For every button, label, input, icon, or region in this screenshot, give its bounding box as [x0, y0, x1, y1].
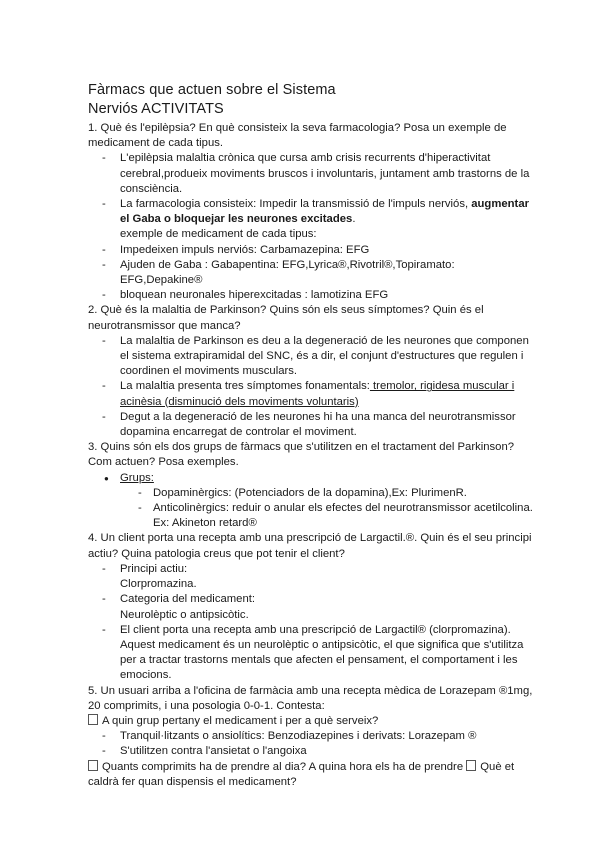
sub-question-1: A quin grup pertany el medicament i per a què serveix? [88, 714, 538, 729]
question-2: 2. Què és la malaltia de Parkinson? Quins són els seus símptomes? Quin és el neurotransmissor que manca? [88, 304, 484, 332]
list-item: - Degut a la degeneració de les neurones hi ha una manca del neurotransmissor dopamina encarregat de controlar el moviment. [102, 410, 516, 439]
page-title-line-2: Nerviós ACTIVITATS [88, 101, 224, 117]
list-item: - Impedeixen impuls nerviós: Carbamazepina: EFG [102, 243, 370, 256]
bold-text: augmentar el Gaba o bloquejar les neurones excitades [120, 198, 530, 226]
sub-question-2-3: Quants comprimits ha de prendre al dia? A quina hora els ha de prendre Què et caldrà fer quan dispensis el medicament? [88, 760, 515, 788]
list-item: - Principi actiu: [102, 562, 188, 575]
list-item: - La farmacologia consisteix: Impedir la transmissió de l'impuls nerviós, augmentar el Gaba o bloquejar les neurones excitades. [102, 198, 530, 226]
list-item: - bloquean neuronales hiperexcitadas : lamotizina EFG [102, 289, 389, 302]
answer-list-5 [88, 729, 538, 759]
document-body [88, 121, 538, 790]
list-item: - Ajuden de Gaba : Gabapentina: EFG,Lyrica®,Rivotril®,Topiramato: EFG,Depakine® [102, 258, 455, 287]
list-item: - Tranquil·litzants o ansiolítics: Benzodiazepines i derivats: Lorazepam ® [102, 730, 477, 743]
question-3: 3. Quins són els dos grups de fàrmacs que s'utilitzen en el tractament del Parkinson? Com actuen? Posa exemples. [88, 441, 515, 469]
checkbox-icon [88, 760, 98, 771]
page-title-line-1: Fàrmacs que actuen sobre el Sistema [88, 82, 336, 98]
underlined-symptoms: tremolor, rigidesa muscular i acinèsia (disminució dels moviments voluntaris) [120, 380, 515, 408]
answer-list-1 [88, 151, 538, 303]
list-item: - El client porta una recepta amb una prescripció de Largactil® (clorpromazina). Aquest medicament és un neurolèptic o antipsicòtic, el que significa que s'utilitza per a tractar trastorns mentals que afecten el pensament, el comportament i les emocions. [102, 623, 524, 682]
list-item: - Dopaminèrgics: (Potenciadors de la dopamina),Ex: PlurimenR. [138, 486, 467, 499]
question-4: 4. Un client porta una recepta amb una prescripció de Largactil.®. Quin és el seu principi actiu? Quina patologia creus que pot tenir el client? [88, 532, 532, 560]
answer-list-2 [88, 334, 538, 440]
answer-list-4 [88, 562, 538, 684]
question-5: 5. Un usuari arriba a l'oficina de farmàcia amb una recepta mèdica de Lorazepam ®1mg, 20 comprimits, i una posologia 0-0-1. Contesta: [88, 684, 533, 712]
list-item: - La malaltia de Parkinson es deu a la degeneració de les neurones que componen el sistema extrapiramidal del SNC, és a dir, el conjunt d'estructures que regulen i coordinen el moviments musculars. [102, 334, 529, 378]
list-item: ● Grups: [88, 471, 538, 486]
list-item: - La malaltia presenta tres símptomes fonamentals: tremolor, rigidesa muscular i acinèsia (disminució dels moviments voluntaris) [102, 380, 515, 408]
list-item: - S'utilitzen contra l'ansietat o l'angoixa [102, 745, 307, 758]
example-label: exemple de medicament de cada tipus: [120, 228, 317, 241]
answer-value: Neurolèptic o antipsicòtic. [120, 608, 249, 621]
example-text: Ex: Akineton retard® [153, 517, 257, 530]
answer-value: Clorpromazina. [120, 578, 197, 591]
list-item: - Anticolinèrgics: reduir o anular els efectes del neurotransmissor acetilcolina. [138, 502, 533, 515]
checkbox-icon [88, 714, 98, 725]
answer-list-3 [88, 471, 538, 532]
list-item: - Categoria del medicament: [102, 593, 256, 606]
bullet-dot-icon: ● [104, 473, 109, 483]
checkbox-icon [466, 760, 476, 771]
question-1: 1. Què és l'epilèpsia? En què consisteix la seva farmacologia? Posa un exemple de medicament de cada tipus. [88, 122, 507, 150]
list-item: - L'epilèpsia malaltia crònica que cursa amb crisis recurrents d'hiperactivitat cerebral,produeix moviments bruscos i involuntaris, juntament amb trastorns de la consciència. [102, 152, 530, 195]
